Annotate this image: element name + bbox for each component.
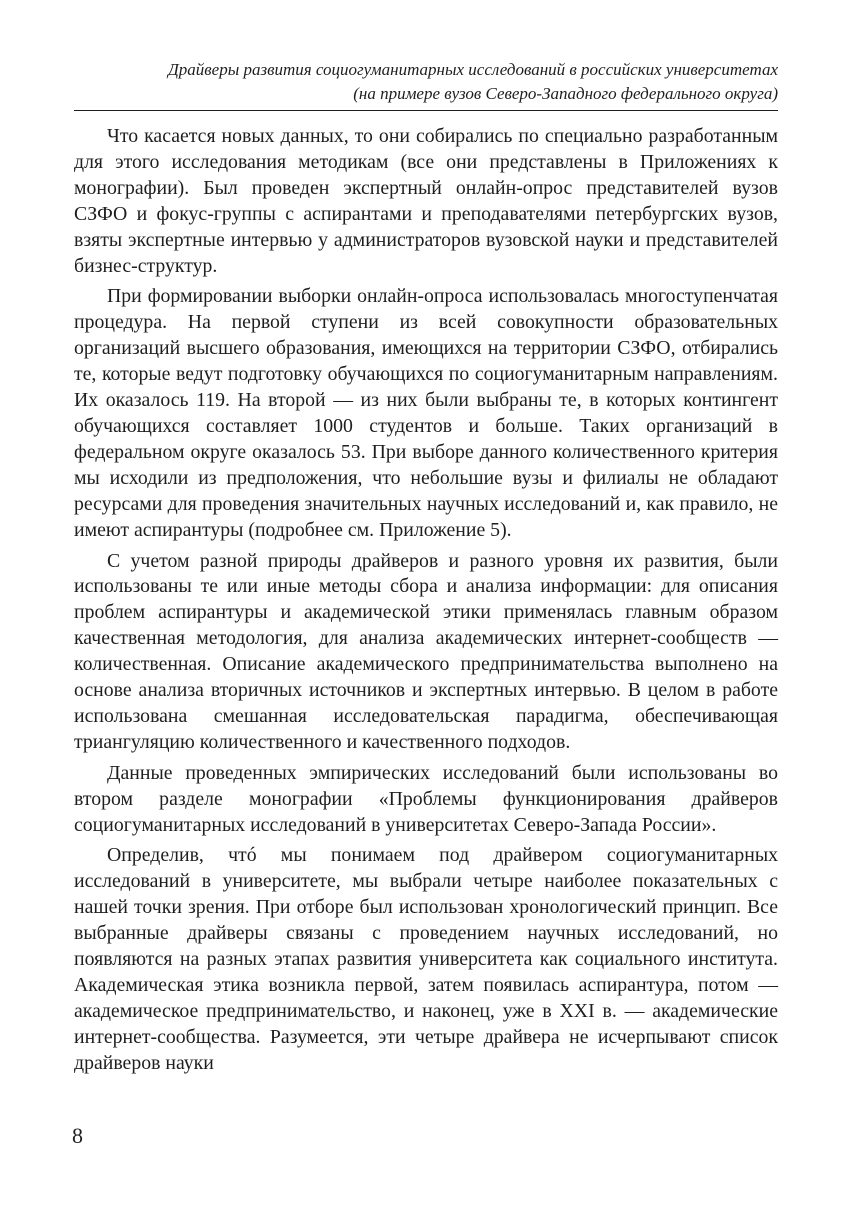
- running-head-line-1: Драйверы развития социогуманитарных исследований в российских университетах: [167, 60, 778, 79]
- paragraph-3: С учетом разной природы драйверов и разного уровня их развития, были использованы те или иные методы сбора и анализа информации: для описания проблем аспирантуры и академической этики применялась главным образом качественная методология, для анализа академических интернет-сообществ — количественная. Описание академического предпринимательства выполнено на основе анализа вторичных источников и экспертных интервью. В целом в работе использована смешанная исследовательская парадигма, обеспечивающая триангуляцию количественного и качественного подходов.: [74, 549, 778, 753]
- paragraph-1: Что касается новых данных, то они собирались по специально разработанным для этого исследования методикам (все они представлены в Приложениях к монографии). Был проведен экспертный онлайн-опрос представителей вузов СЗФО и фокус-группы с аспирантами и преподавателями петербургских вузов, взяты экспертные интервью у администраторов вузовской науки и представителей бизнес-структур.: [74, 125, 778, 277]
- running-head-line-2: (на примере вузов Северо-Западного федерального округа): [353, 84, 778, 103]
- body-text: [74, 124, 778, 1082]
- paragraph-2: При формировании выборки онлайн-опроса использовалась многоступенчатая процедура. На первой ступени из всей совокупности образовательных организаций высшего образования, имеющихся на территории СЗФО, отбирались те, которые ведут подготовку обучающихся по социогуманитарным направлениям. Их оказалось 119. На второй — из них были выбраны те, в которых контингент обучающихся составляет 1000 студентов и больше. Таких организаций в федеральном округе оказалось 53. При выборе данного количественного критерия мы исходили из предположения, что небольшие вузы и филиалы не обладают ресурсами для проведения значительных научных исследований и, как правило, не имеют аспирантуры (подробнее см. Приложение 5).: [74, 285, 778, 541]
- running-head: [74, 58, 778, 106]
- paragraph-5: Определив, чтó мы понимаем под драйвером социогуманитарных исследований в университете, мы выбрали четыре наиболее показательных с нашей точки зрения. При отборе был использован хронологический принцип. Все выбранные драйверы связаны с проведением научных исследований, но появляются на разных этапах развития университета как социального института. Академическая этика возникла первой, затем появилась аспирантура, потом — академическое предпринимательство, и наконец, уже в XXI в. — академические интернет-сообщества. Разумеется, эти четыре драйвера не исчерпывают список драйверов науки: [74, 844, 778, 1074]
- header-rule: [74, 110, 778, 111]
- paragraph-4: Данные проведенных эмпирических исследований были использованы во втором разделе монографии «Проблемы функционирования драйверов социогуманитарных исследований в университетах Северо-Запада России».: [74, 761, 778, 836]
- page-number: 8: [72, 1123, 83, 1148]
